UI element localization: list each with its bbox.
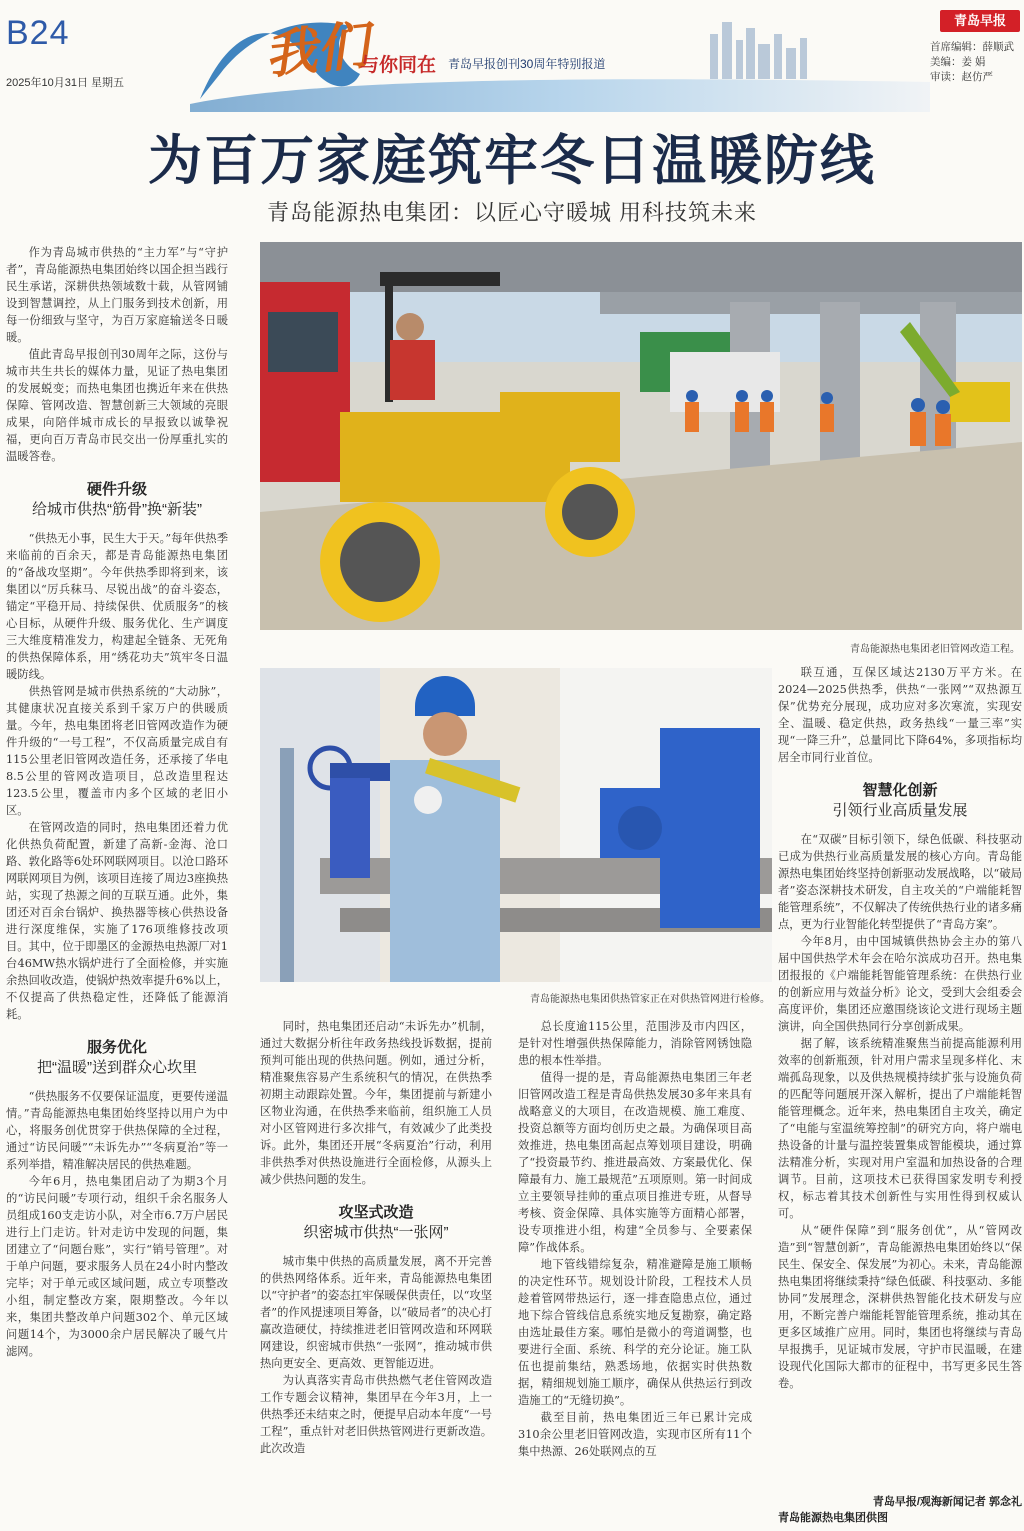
- paragraph: “供热无小事，民生大于天。”每年供热季来临前的百余天，都是青岛能源热电集团的“备战攻坚期”。今年供热季即将到来，该集团以“厉兵秣马、尽锐出战”的奋斗姿态，锚定“平稳开局、持续保供、优质服务”的核心目标，从硬件升级、服务优化、生产调度三大维度精准发力，构建起全链条、无死角的供热保障体系，用“绣花功夫”筑牢冬日温暖防线。: [6, 532, 228, 681]
- credit-line: 审读：赵仿严: [930, 71, 993, 83]
- photo-pipeline-roadwork: [260, 242, 1022, 630]
- photo-pipe-inspection: [260, 668, 772, 982]
- paragraph: 今年6月，热电集团启动了为期3个月的“访民问暖”专项行动，组织千余名服务人员组成160支走访小队，对全市6.7万户居民进行上门走访。针对走访中发现的问题，集团建立了“问题台账”，实行“销号管理”。对于单户问题，要求服务人员在24小时内整改完毕；对于单元或区域问题，成立专项整改小组，制定整改方案，限期整改。今年以来，集团共整改单户问题302个、单元区域问题14个，为3000余户居民解决了暖气片滤网。: [6, 1175, 228, 1358]
- paragraph: 从“硬件保障”到“服务创优”，从“管网改造”到“智慧创新”，青岛能源热电集团始终以“保民生、保安全、保发展”为初心。未来，青岛能源热电集团将继续秉持“绿色低碳、科技驱动、多能协同”发展理念，深耕供热智能化技术研发与应用，不断完善户端能耗智能管理系统，推动其在更多区域推广应用。同时，集团也将继续与青岛早报携手，见证城市发展，守护市民温暖，在建设现代化国际大都市的征程中，书写更多民生答卷。: [778, 1224, 1022, 1390]
- paragraph: 在管网改造的同时，热电集团还着力优化供热负荷配置，新建了高新-金海、沧口路、敦化路等6处环网联网项目。以沧口路环网联网项目为例，该项目连接了周边3座换热站，实现了热源之间的互联互通。此外，集团还对百余台锅炉、换热器等核心供热设备进行深度维保，实施了176项维修技改项目。其中，位于即墨区的金源热电热源厂对1台46MW热水锅炉进行了全面检修，并实施余热回收改造，使锅炉热效率提升6%以上，不仅提高了供热稳定性，还降低了能源消耗。: [6, 821, 228, 1021]
- page-number: B24: [6, 14, 70, 52]
- section-kicker: 硬件升级: [86, 481, 147, 498]
- byline-photo-credit: 青岛能源热电集团供图: [778, 1512, 888, 1524]
- article-column-3: [518, 1018, 752, 1528]
- paragraph: “供热服务不仅要保证温度，更要传递温情。”青岛能源热电集团始终坚持以用户为中心，将服务创优贯穿于供热保障的全过程，通过“访民问暖”“未诉先办”“冬病夏治”等一系列举措，精准解决居民的供热难题。: [6, 1090, 228, 1171]
- section-heading: [778, 782, 1022, 819]
- paragraph: 在“双碳”目标引领下，绿色低碳、科技驱动已成为供热行业高质量发展的核心方向。青岛能源热电集团始终坚持创新驱动发展战略，以“破局者”姿态深耕技术研发，自主攻关的“户端能耗智能管理系统”，不仅解决了传统供热行业的诸多痛点，更为行业智能化转型提供了“青岛方案”。: [778, 833, 1022, 931]
- section-kicker: 服务优化: [86, 1039, 147, 1056]
- paragraph: 值此青岛早报创刊30周年之际，这份与城市共生共长的媒体力量，见证了热电集团的发展蜕变；而热电集团也携近年来在供热保障、管网改造、智慧创新三大领域的亮眼成果，向陪伴城市成长的早报致以诚挚祝福，更向百万青岛市民交出一份厚重扎实的温暖答卷。: [6, 348, 228, 463]
- section-title: 把“温暖”送到群众心坎里: [37, 1059, 197, 1076]
- paragraph: 供热管网是城市供热系统的“大动脉”，其健康状况直接关系到千家万户的供暖质量。今年，热电集团将老旧管网改造作为硬件升级的“一号工程”，不仅高质量完成自有115公里老旧管网改造任务，还承接了华电8.5公里的管网改造项目，总改造里程达123.5公里，覆盖市内多个区域的老旧小区。: [6, 685, 228, 817]
- credit-line: 首席编辑：薛顺武: [930, 41, 1014, 53]
- section-heading: [6, 1039, 228, 1076]
- paragraph: 据了解，该系统精准聚焦当前提高能源利用效率的创新瓶颈，针对用户需求呈现多样化、末端孤岛现象，以及供热规模持续扩张与设施负荷的匹配等问题展开深入解析，提出了户端能耗智能管理概念。近年来，热电集团自主攻关，确定了“电能与室温统筹控制”的研究方向，将户端电热设备的计量与温控装置集成智能模块，通过算法精准分析，实现对用户室温和加热设备的合理调节。目前，这项技术已获得国家发明专利授权，标志着其技术创新性与实用性得到权威认可。: [778, 1037, 1022, 1220]
- paragraph: 同时，热电集团还启动“未诉先办”机制，通过大数据分析往年政务热线投诉数据，提前预判可能出现的供热问题。例如，通过分析，精准聚焦容易产生系统积气的情况，在供热季初期主动跟踪处置。今年，集团提前与新建小区物业沟通，在供热季来临前，组织施工人员对小区管网进行多次排气，有效减少了此类投诉。此外，集团还开展“冬病夏治”行动，利用非供热季对供热设施进行全面检修，从源头上减少供热问题的发生。: [260, 1020, 492, 1186]
- banner-slogan: 与你同在: [360, 55, 437, 76]
- anniversary-banner: [190, 4, 930, 112]
- paragraph: 联互通，互保区域达2130万平方米。在2024—2025供热季，供热“一张网”“双热源互保”优势充分展现，成功应对多次寒流，实现安全、温暖、稳定供热，政务热线“一量三率”实现“一降三升”，总量同比下降64%，多项指标均居全市同行业首位。: [778, 666, 1022, 764]
- byline-reporter: 青岛早报/观海新闻记者 郭念礼: [872, 1496, 1022, 1508]
- article-column-4: [778, 664, 1022, 1492]
- byline: [778, 1494, 1022, 1526]
- subheadline: 青岛能源热电集团：以匠心守暖城 用科技筑未来: [266, 200, 758, 225]
- section-heading: [260, 1204, 492, 1241]
- credit-line: 美编：姜 娟: [930, 56, 986, 68]
- photo-caption: 青岛能源热电集团老旧管网改造工程。: [850, 644, 1020, 655]
- banner-subtitle: 青岛早报创刊30周年特别报道: [448, 57, 606, 71]
- section-kicker: 智慧化创新: [862, 782, 938, 799]
- paragraph: 地下管线错综复杂，精准避障是施工顺畅的决定性环节。规划设计阶段，工程技术人员趁着管网带热运行，逐一排查隐患点位，通过地下综合管线信息系统实地反复勘察，确定路由选址最佳方案。哪怕是微小的弯道调整，也要进行全面、系统、科学的充分论证。施工队伍也提前集结，熟悉场地，依据实时供热数据，精细规划施工顺序，确保从供热运行到改造施工的“无缝切换”。: [518, 1258, 752, 1407]
- section-title: 给城市供热“筋骨”换“新装”: [32, 501, 202, 518]
- paragraph: 值得一提的是，青岛能源热电集团三年老旧管网改造工程是青岛供热发展30多年来具有战略意义的大项目，在改造规模、施工难度、投资总额等方面均创历史之最。为确保项目高效推进，热电集团高起点筹划项目建设，明确了“投资最节约、推进最高效、方案最优化、保障最有力、施工最规范”五项原则。第一时间成立主要领导挂帅的重点项目推进专班，从督导考核、资金保障、具体实施等方面精心部署，设专项推进小组，构建“全员参与、全要素保障”作战体系。: [518, 1071, 752, 1254]
- section-heading: [6, 481, 228, 518]
- newspaper-logo: 青岛早报: [940, 10, 1020, 32]
- paragraph: 为认真落实青岛市供热燃气老住管网改造工作专题会议精神，集团早在今年3月，上一供热季还未结束之时，便提早启动本年度“一号工程”，重点针对老旧供热管网进行更新改造。此次改造: [260, 1374, 492, 1455]
- paragraph: 截至目前，热电集团近三年已累计完成310余公里老旧管网改造，实现市区所有11个集中热源、26处联网点的互: [518, 1411, 752, 1458]
- headline: 为百万家庭筑牢冬日温暖防线: [148, 131, 876, 191]
- article-column-2: [260, 1018, 492, 1528]
- section-title: 织密城市供热“一张网”: [303, 1224, 449, 1241]
- photo-caption: 青岛能源热电集团供热管家正在对供热管网进行检修。: [530, 994, 770, 1005]
- editor-credits: [930, 40, 1022, 85]
- banner-brush-title: 我们: [261, 14, 372, 87]
- paragraph: 总长度逾115公里，范围涉及市内四区，是针对性增强供热保障能力，消除管网锈蚀隐患的根本性举措。: [518, 1020, 752, 1067]
- section-kicker: 攻坚式改造: [338, 1204, 414, 1221]
- paragraph: 今年8月，由中国城镇供热协会主办的第八届中国供热学术年会在哈尔滨成功召开。热电集团报报的《户端能耗智能管理系统：在供热行业的创新应用与效益分析》论文，受到大会组委会高度评价，集团还应邀围绕该论文进行现场主题演讲，向全国供热同行分享创新成果。: [778, 935, 1022, 1033]
- paragraph: 城市集中供热的高质量发展，离不开完善的供热网络体系。近年来，青岛能源热电集团以“守护者”的姿态扛牢保暖保供责任，以“攻坚者”的作风提速项目筹备，以“破局者”的决心打赢改造硬仗，持续推进老旧管网改造和环网联网建设，织密城市供热“一张网”，推动城市供热向更安全、更高效、更智能迈进。: [260, 1255, 492, 1370]
- section-title: 引领行业高质量发展: [832, 802, 968, 819]
- article-column-1: [6, 244, 228, 1529]
- paragraph: 作为青岛城市供热的“主力军”与“守护者”，青岛能源热电集团始终以国企担当践行民生承诺，深耕供热领域数十载，从管网铺设到智慧调控，从上门服务到技术创新，用每一份细致与坚守，为百万家庭输送冬日暖暖。: [6, 246, 228, 344]
- issue-date: 2025年10月31日 星期五: [6, 77, 124, 89]
